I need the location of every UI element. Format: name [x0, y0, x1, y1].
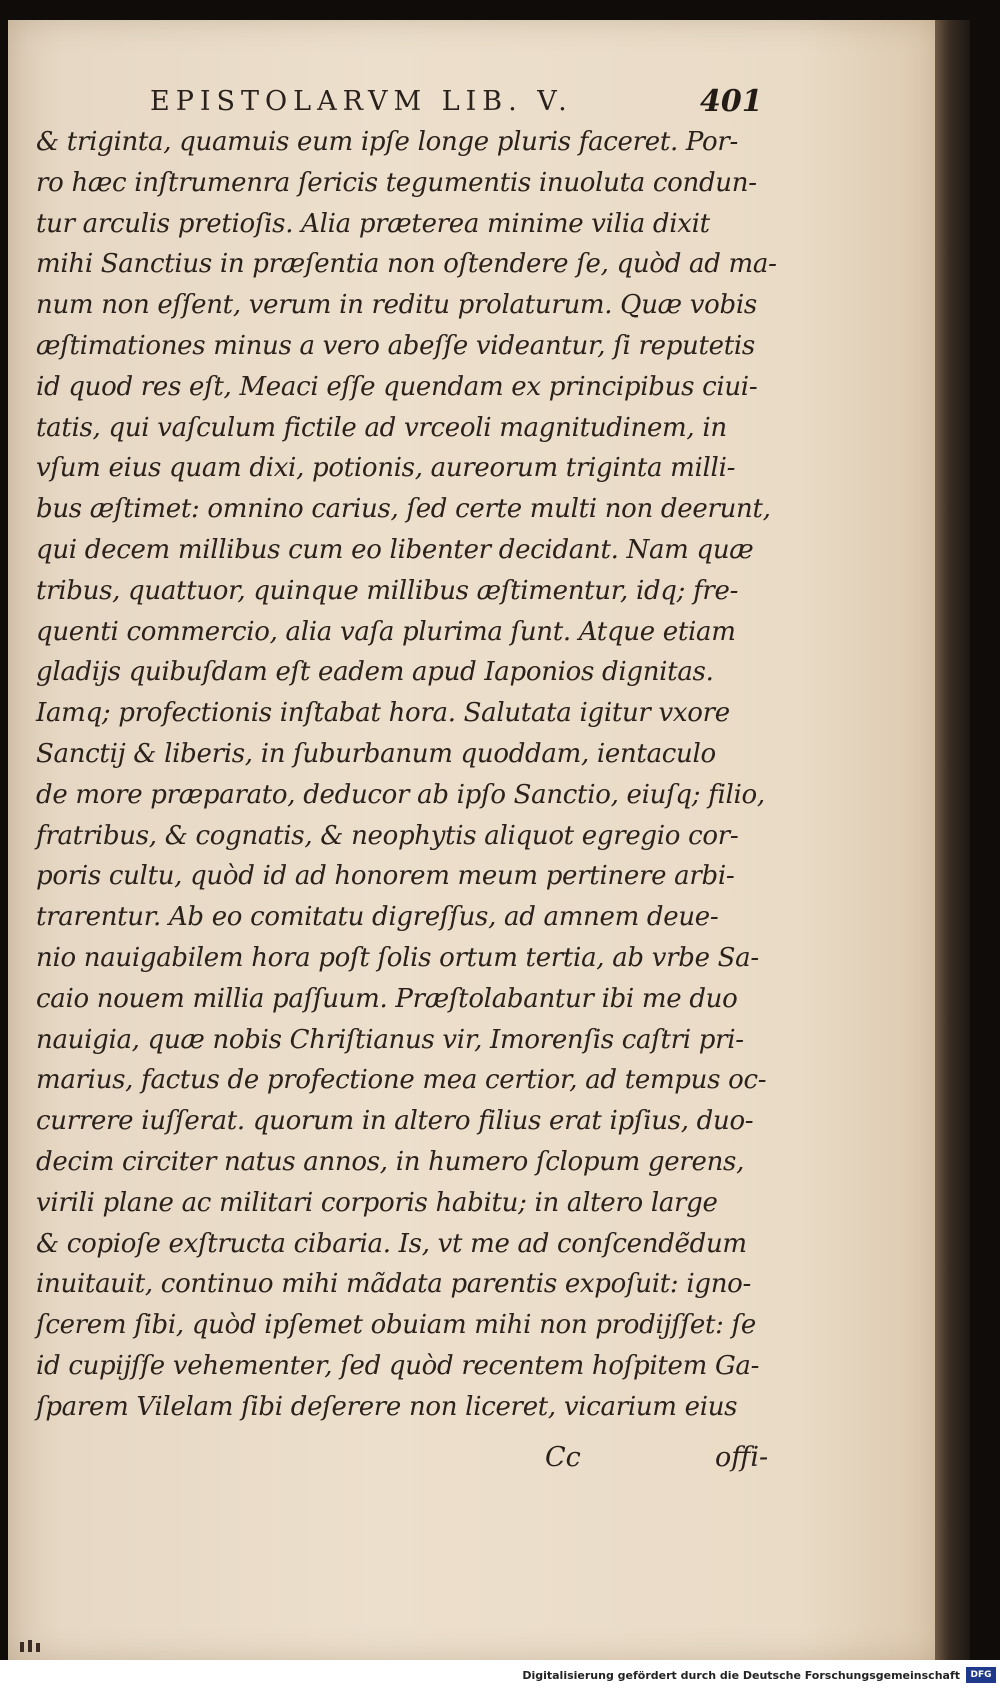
text-line: ro hæc inſtrumenra ſericis tegumentis inuoluta condun-	[36, 167, 757, 198]
margin-marks	[20, 1640, 80, 1652]
text-line: currere iuſſerat. quorum in altero filius erat ipſius, duo-	[36, 1106, 754, 1137]
text-line: gladijs quibuſdam eſt eadem apud Iaponios dignitas.	[36, 657, 714, 688]
text-line: & copioſe exſtructa cibaria. Is, vt me ad conſcendẽdum	[36, 1228, 747, 1259]
dfg-logo: DFG	[966, 1667, 996, 1683]
text-line: ſparem Vilelam ſibi deſerere non liceret, vicarium eius	[36, 1391, 738, 1422]
margin-mark	[20, 1642, 24, 1652]
text-line: tatis, qui vaſculum fictile ad vrceoli magnitudinem, in	[36, 412, 727, 443]
text-line: ſcerem ſibi, quòd ipſemet obuiam mihi non prodijſſet: ſe	[36, 1310, 756, 1341]
text-line: mihi Sanctius in præſentia non oſtendere ſe, quòd ad ma-	[36, 249, 777, 280]
text-line: decim circiter natus annos, in humero ſclopum gerens,	[36, 1146, 745, 1177]
text-line: tribus, quattuor, quinque millibus æſtimentur, idq; fre-	[36, 575, 739, 606]
text-line: num non eſſent, verum in reditu prolaturum. Quæ vobis	[36, 290, 757, 321]
text-line: id quod res eſt, Meaci eſſe quendam ex principibus ciui-	[36, 371, 758, 402]
page-number: 401	[700, 84, 763, 119]
text-line: nauigia, quæ nobis Chriſtianus vir, Imorenſis caſtri pri-	[36, 1024, 744, 1055]
text-line: bus æſtimet: omnino carius, ſed certe multi non deerunt,	[36, 494, 771, 525]
text-line: nio nauigabilem hora poſt ſolis ortum tertia, ab vrbe Sa-	[36, 942, 759, 973]
text-line: id cupijſſe vehementer, ſed quòd recentem hoſpitem Ga-	[36, 1350, 760, 1381]
text-line: virili plane ac militari corporis habitu; in altero large	[36, 1187, 718, 1218]
text-line: Sanctij & liberis, in ſuburbanum quoddam, ientaculo	[36, 738, 716, 769]
running-head: EPISTOLARVM LIB. V.	[150, 86, 573, 117]
text-line: vſum eius quam dixi, potionis, aureorum triginta milli-	[36, 453, 736, 484]
catchword: offi-	[715, 1442, 769, 1473]
text-line: fratribus, & cognatis, & neophytis aliquot egregio cor-	[36, 820, 739, 851]
page-foot	[0, 1442, 1000, 1482]
text-line: quenti commercio, alia vaſa plurima ſunt. Atque etiam	[36, 616, 736, 647]
margin-mark	[28, 1640, 32, 1652]
text-line: de more præparato, deducor ab ipſo Sanctio, eiuſq; filio,	[36, 779, 765, 810]
text-line: caio nouem millia paſſuum. Præſtolabantur ibi me duo	[36, 983, 738, 1014]
text-line: qui decem millibus cum eo libenter decidant. Nam quæ	[36, 534, 754, 565]
credit-bar	[0, 1660, 1000, 1692]
text-line: æſtimationes minus a vero abeſſe videantur, ſi reputetis	[36, 330, 755, 361]
text-line: Iamq; profectionis inſtabat hora. Salutata igitur vxore	[36, 698, 730, 729]
body-text	[36, 122, 777, 1428]
text-line: trarentur. Ab eo comitatu digreſſus, ad amnem deue-	[36, 902, 719, 933]
text-line: inuitauit, continuo mihi mãdata parentis expoſuit: igno-	[36, 1269, 751, 1300]
margin-mark	[36, 1643, 40, 1652]
page-edge-shadow	[935, 20, 970, 1660]
text-line: poris cultu, quòd id ad honorem meum pertinere arbi-	[36, 861, 735, 892]
text-line: tur arculis pretioſis. Alia præterea minime vilia dixit	[36, 208, 710, 239]
credit-text: Digitalisierung gefördert durch die Deutsche Forschungsgemeinschaft	[522, 1669, 960, 1682]
text-line: marius, factus de profectione mea certior, ad tempus oc-	[36, 1065, 767, 1096]
text-line: & triginta, quamuis eum ipſe longe pluris faceret. Por-	[36, 127, 739, 157]
signature-mark: Cc	[545, 1442, 581, 1473]
